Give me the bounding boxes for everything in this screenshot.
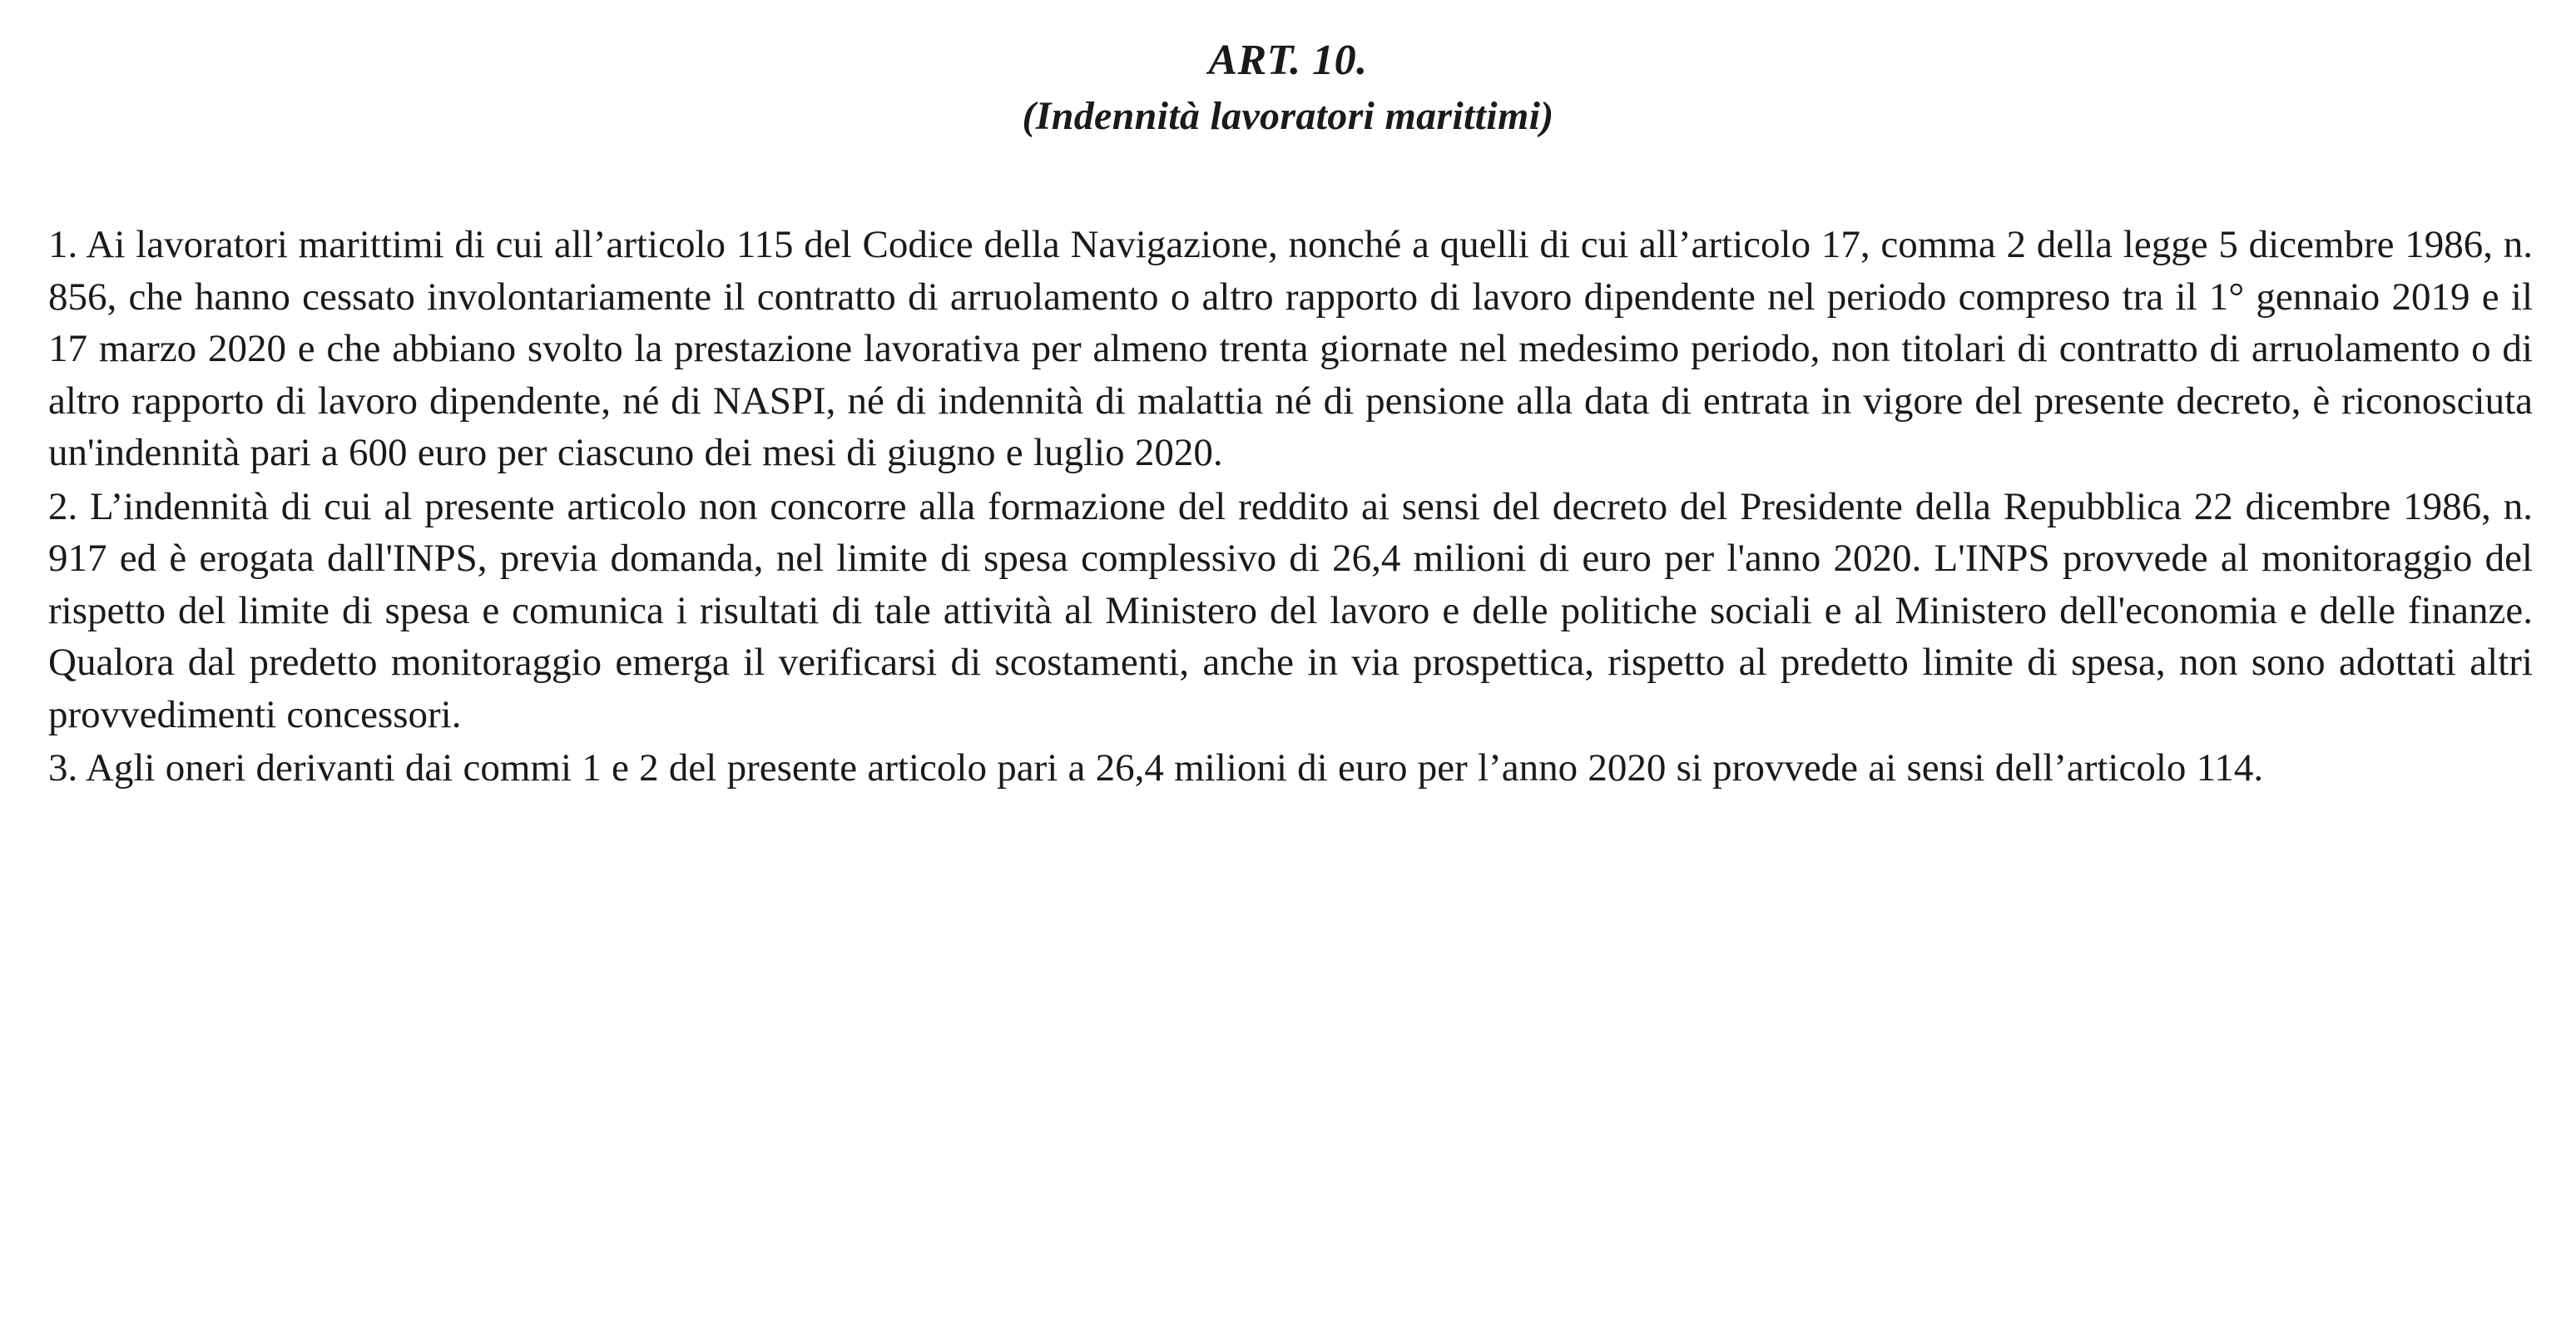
paragraph-1: 1. Ai lavoratori marittimi di cui all’articolo 115 del Codice della Navigazione, nonché a quelli di cui all’articolo 17, comma 2 della legge 5 dicembre 1986, n. 856, che hanno cessato involontariamente il contratto di arruolamento o altro rapporto di lavoro dipendente nel periodo compreso tra il 1° gennaio 2019 e il 17 marzo 2020 e che abbiano svolto la prestazione lavorativa per almeno trenta giornate nel medesimo periodo, non titolari di contratto di arruolamento o di altro rapporto di lavoro dipendente, né di NASPI, né di indennità di malattia né di pensione alla data di entrata in vigore del presente decreto, è riconosciuta un'indennità pari a 600 euro per ciascuno dei mesi di giugno e luglio 2020.	[48, 223, 2533, 475]
article-subtitle: (Indennità lavoratori marittimi)	[1022, 94, 1554, 139]
paragraph-3: 3. Agli oneri derivanti dai commi 1 e 2 del presente articolo pari a 26,4 milioni di euro per l’anno 2020 si provvede ai sensi dell’articolo 114.	[48, 746, 2264, 790]
article-number: ART. 10.	[1208, 37, 1368, 84]
document-page	[0, 37, 2576, 1327]
article-heading	[0, 37, 2576, 139]
paragraph-2: 2. L’indennità di cui al presente articolo non concorre alla formazione del reddito ai sensi del decreto del Presidente della Repubblica 22 dicembre 1986, n. 917 ed è erogata dall'INPS, previa domanda, nel limite di spesa complessivo di 26,4 milioni di euro per l'anno 2020. L'INPS provvede al monitoraggio del rispetto del limite di spesa e comunica i risultati di tale attività al Ministero del lavoro e delle politiche sociali e al Ministero dell'economia e delle finanze. Qualora dal predetto monitoraggio emerga il verificarsi di scostamenti, anche in via prospettica, rispetto al predetto limite di spesa, non sono adottati altri provvedimenti concessori.	[48, 484, 2533, 736]
article-body	[0, 219, 2576, 795]
